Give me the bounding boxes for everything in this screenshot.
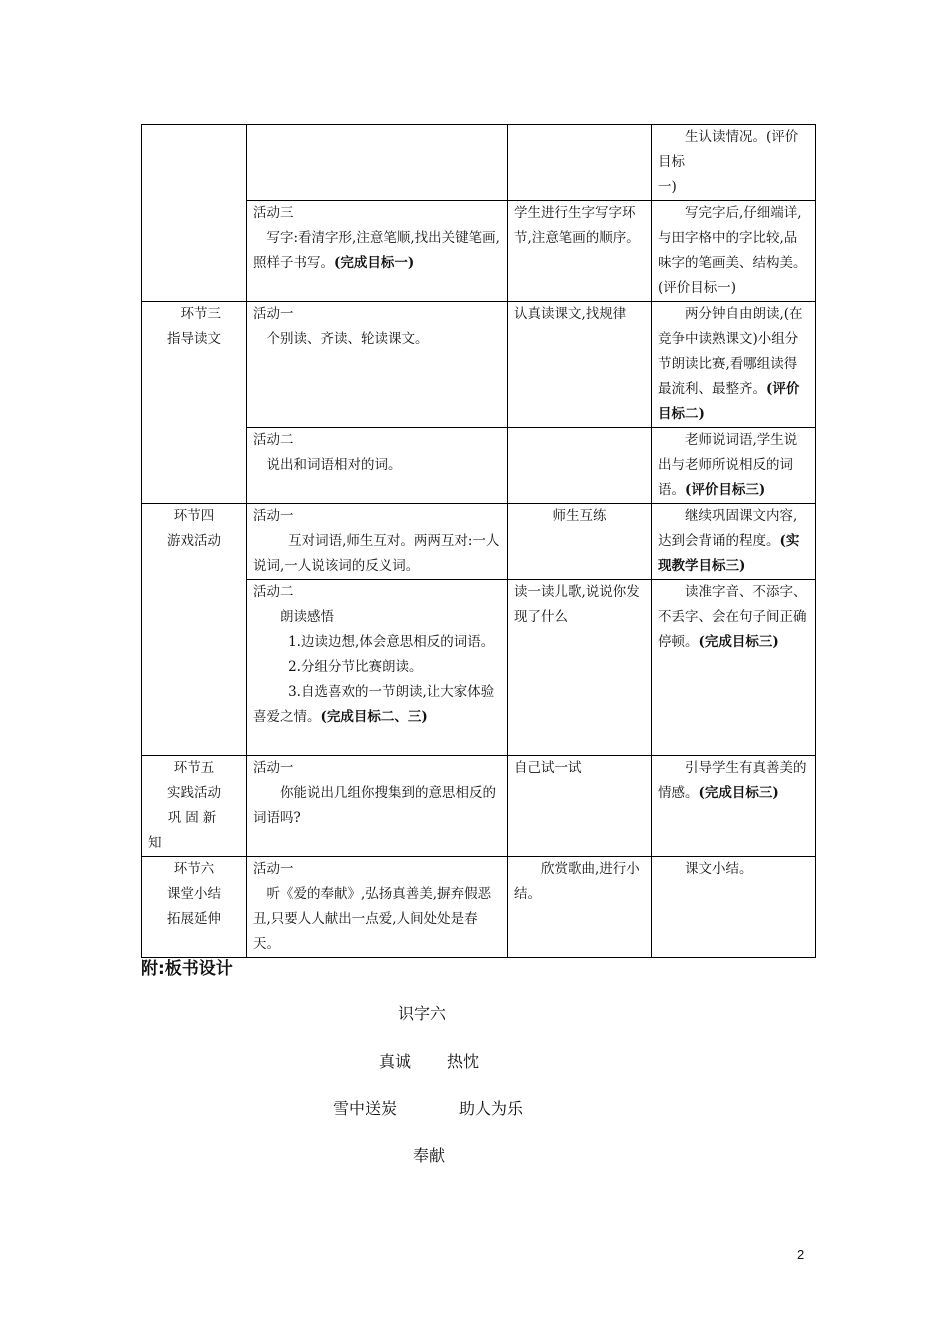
table-row [142, 302, 816, 428]
activity-title: 活动三 [253, 205, 294, 221]
table-row [142, 857, 816, 958]
activity-title: 活动一 [253, 306, 294, 322]
activity-item: 2.分组分节比赛朗读。 [288, 659, 423, 675]
student-cell [508, 428, 652, 504]
activity-item: 1.边读边想,体会意思相反的词语。 [288, 634, 495, 650]
evaluation-cell: 两分钟自由朗读,(在竞争中读熟课文)小组分节朗读比赛,看哪组读得最流利、最整齐。(评价目标二) [652, 302, 816, 428]
activity-cell [247, 428, 508, 504]
evaluation-cell: 读准字音、不添字、不丢字、会在句子间正确停顿。(完成目标三) [652, 580, 816, 756]
activity-item: 3.自选喜欢的一节朗读,让大家体验喜爱之情。(完成目标二、三) [253, 684, 495, 725]
activity-text: 个别读、齐读、轮读课文。 [266, 331, 429, 347]
appendix-heading: 附:板书设计 [141, 959, 233, 979]
evaluation-cell: 引导学生有真善美的情感。(完成目标三) [652, 756, 816, 857]
table-row [142, 125, 816, 201]
activity-text: 你能说出几组你搜集到的意思相反的词语吗? [253, 785, 496, 826]
activity-cell [247, 580, 508, 756]
evaluation-text: 生认读情况。(评价目标 [658, 129, 799, 170]
stage-cell: 环节四 游戏活动 [142, 504, 247, 756]
board-word: 奉献 [413, 1146, 446, 1165]
evaluation-cell: 继续巩固课文内容,达到会背诵的程度。(实现教学目标三) [652, 504, 816, 580]
activity-cell [247, 857, 508, 958]
page-number: 2 [797, 1247, 805, 1262]
activity-title: 活动二 [253, 432, 294, 448]
activity-cell [247, 504, 508, 580]
evaluation-cell: 课文小结。 [652, 857, 816, 958]
stage-cell: 环节五 实践活动 巩固新 知 [142, 756, 247, 857]
activity-text: 写字:看清字形,注意笔顺,找出关键笔画,照样子书写。(完成目标一) [253, 230, 500, 271]
evaluation-text: 一) [658, 179, 677, 195]
stage-cell: 环节六 课堂小结 拓展延伸 [142, 857, 247, 958]
stage-cell: 环节三 指导读文 [142, 302, 247, 504]
activity-text: 说出和词语相对的词。 [266, 457, 402, 473]
student-cell: 认真读课文,找规律 [508, 302, 652, 428]
activity-cell [247, 302, 508, 428]
activity-cell [247, 756, 508, 857]
stage-cell [142, 125, 247, 302]
activity-title: 活动二 [253, 584, 294, 600]
student-cell: 师生互练 [508, 504, 652, 580]
activity-title: 活动一 [253, 861, 294, 877]
board-word: 助人为乐 [459, 1099, 524, 1118]
board-word: 真诚 [379, 1052, 412, 1071]
activity-cell [247, 125, 508, 201]
evaluation-cell [652, 125, 816, 201]
student-cell: 读一读儿歌,说说你发现了什么 [508, 580, 652, 756]
board-word: 雪中送炭 [333, 1099, 398, 1118]
student-cell: 欣赏歌曲,进行小结。 [508, 857, 652, 958]
board-title: 识字六 [398, 1004, 447, 1023]
evaluation-cell: 老师说词语,学生说出与老师所说相反的词语。(评价目标三) [652, 428, 816, 504]
activity-cell [247, 201, 508, 302]
lesson-plan-table [141, 124, 816, 958]
table-row [142, 504, 816, 580]
activity-title: 活动一 [253, 508, 294, 524]
activity-subtitle: 朗读感悟 [280, 609, 334, 625]
activity-text: 听《爱的奉献》,弘扬真善美,摒弃假恶丑,只要人人献出一点爱,人间处处是春天。 [253, 886, 492, 952]
student-cell [508, 125, 652, 201]
table-row [142, 756, 816, 857]
board-word: 热忱 [447, 1052, 480, 1071]
activity-text: 互对词语,师生互对。两两互对:一人说词,一人说该词的反义词。 [253, 533, 500, 574]
activity-title: 活动一 [253, 760, 294, 776]
evaluation-cell: 写完字后,仔细端详,与田字格中的字比较,品味字的笔画美、结构美。(评价目标一) [652, 201, 816, 302]
student-cell: 自己试一试 [508, 756, 652, 857]
student-cell: 学生进行生字写字环节,注意笔画的顺序。 [508, 201, 652, 302]
